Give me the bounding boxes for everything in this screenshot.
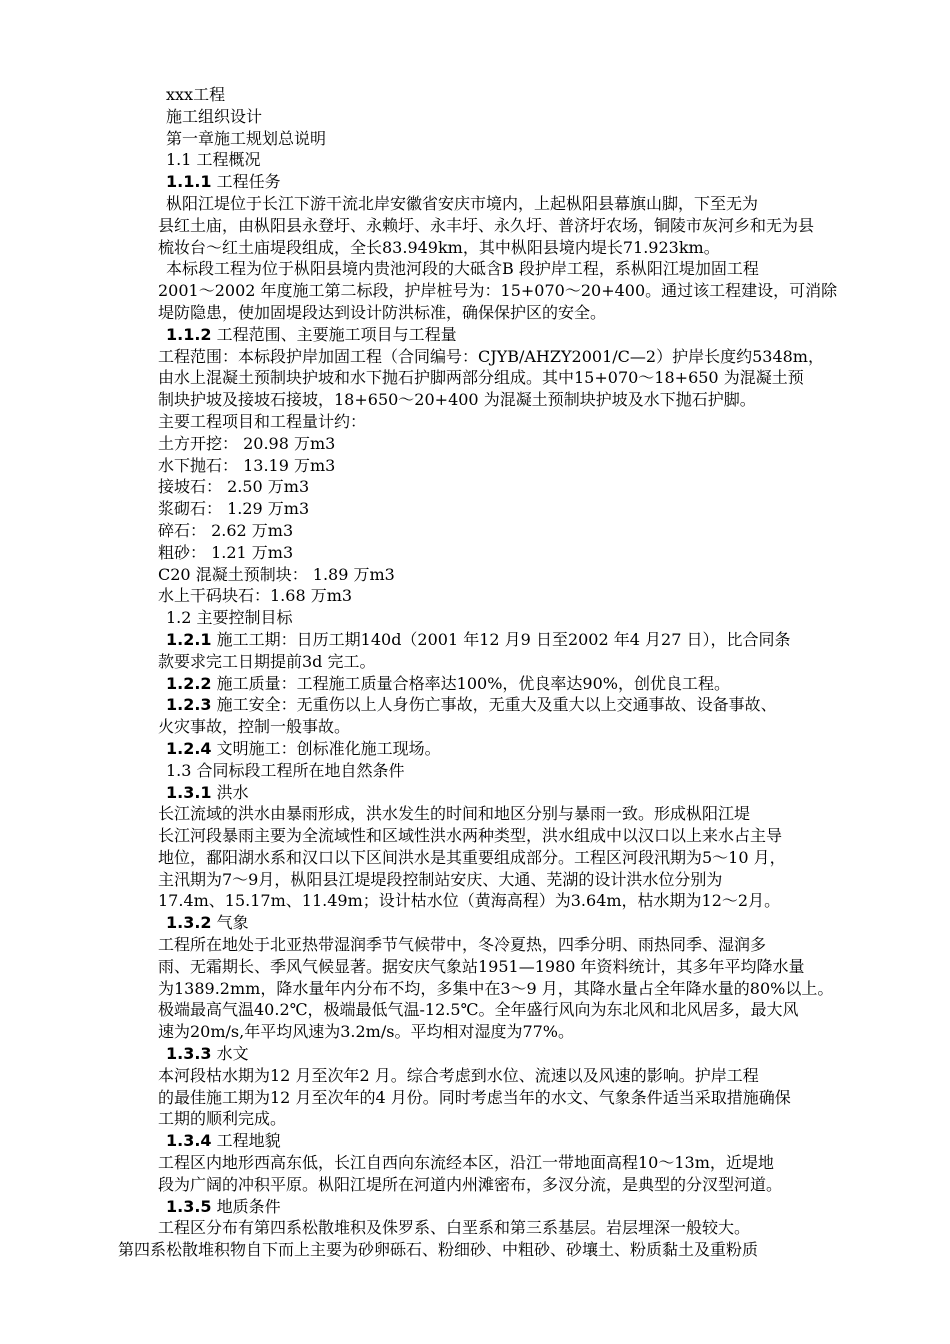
paragraph-line: 枞阳江堤位于长江下游干流北岸安徽省安庆市境内，上起枞阳县幕旗山脚，下至无为 [166, 193, 759, 213]
paragraph-line: 地位，鄱阳湖水系和汉口以下区间洪水是其重要组成部分。工程区河段汛期为5～10 月， [158, 847, 786, 867]
paragraph-line: 雨、无霜期长、季风气候显著。据安庆气象站1951—1980 年资料统计，其多年平均降水量 [158, 956, 805, 976]
quality-goal [158, 673, 870, 695]
quantities-intro: 主要工程项目和工程量计约： [158, 411, 367, 431]
paragraph-line: 工程所在地处于北亚热带湿润季节气候带中，冬冷夏热，四季分明、雨热同季、湿润多 [158, 935, 767, 955]
paragraph-project-task [158, 193, 870, 258]
paragraph-safety-goal [158, 694, 870, 738]
paragraph-line: 主汛期为7～9月，枞阳县江堤堤段控制站安庆、大通、芜湖的设计洪水位分别为 [158, 869, 723, 889]
quantity-item: 接坡石： 2.50 万m3 [158, 477, 310, 497]
quantity-item: C20 混凝土预制块： 1.89 万m3 [158, 564, 395, 584]
section-1-3-4-heading [158, 1130, 870, 1152]
civilized-construction-goal [158, 738, 870, 760]
paragraph-line: 火灾事故，控制一般事故。 [158, 717, 351, 737]
section-title: 地质条件 [211, 1196, 281, 1216]
paragraph-climate [158, 934, 870, 1043]
section-title: 工程范围、主要施工项目与工程量 [211, 324, 457, 344]
paragraph-line: 长江流域的洪水由暴雨形成，洪水发生的时间和地区分别与暴雨一致。形成枞阳江堤 [158, 804, 751, 824]
quantity-item: 粗砂： 1.21 万m3 [158, 542, 294, 562]
paragraph-text: 文明施工：创标准化施工现场。 [211, 738, 441, 758]
section-number: 1.3.3 [166, 1044, 212, 1064]
paragraph-line: 2001～2002 年度施工第二标段，护岸桩号为：15+070～20+400。通过该工程建设，可消除 [158, 281, 838, 301]
paragraph-line [158, 694, 870, 716]
quantity-item: 碎石： 2.62 万m3 [158, 520, 294, 540]
paragraph-line: 由水上混凝土预制块护坡和水下抛石护脚两部分组成。其中15+070～18+650 为混凝土预 [158, 368, 804, 388]
section-number: 1.2.2 [166, 673, 212, 693]
paragraph-line: 堤防隐患，使加固堤段达到设计防洪标准，确保保护区的安全。 [158, 302, 607, 322]
section-number: 1.1.2 [166, 324, 212, 344]
paragraph-work-range [158, 346, 870, 411]
section-number: 1.3.2 [166, 913, 212, 933]
section-1-3-5-heading [158, 1196, 870, 1218]
paragraph-flood [158, 803, 870, 912]
quantities-list [158, 433, 870, 607]
paragraph-line: 工程区内地形西高东低，长江自西向东流经本区，沿江一带地面高程10～13m，近堤地 [158, 1153, 774, 1173]
paragraph-text: 施工工期：日历工期140d（2001 年12 月9 日至2002 年4 月27 日），比合同条 [211, 629, 791, 649]
section-1-3-3-heading [158, 1043, 870, 1065]
paragraph-line: 本河段枯水期为12 月至次年2 月。综合考虑到水位、流速以及风速的影响。护岸工程 [158, 1065, 759, 1085]
paragraph-hydrology [158, 1065, 870, 1130]
quantity-item: 水下抛石： 13.19 万m3 [158, 455, 336, 475]
paragraph-line: 工程区分布有第四系松散堆积及侏罗系、白垩系和第三系基层。岩层埋深一般较大。 [158, 1218, 751, 1238]
paragraph-line: 速为20m/s,年平均风速为3.2m/s。平均相对湿度为77%。 [158, 1022, 575, 1042]
paragraph-line: 工程范围：本标段护岸加固工程（合同编号：CJYB/AHZY2001/C—2）护岸长度约5348m， [158, 346, 824, 366]
paragraph-line: 梳妆台～红土庙堤段组成，全长83.949km，其中枞阳县境内堤长71.923km。 [158, 237, 720, 257]
section-title: 气象 [211, 913, 249, 933]
section-1-3-1-heading [158, 782, 870, 804]
paragraph-line: 极端最高气温40.2℃，极端最低气温-12.5℃。全年盛行风向为东北风和北风居多，最大风 [158, 1000, 799, 1020]
paragraph-line: 本标段工程为位于枞阳县境内贵池河段的大砥含B 段护岸工程，系枞阳江堤加固工程 [166, 259, 759, 279]
chapter-1-heading: 第一章施工规划总说明 [166, 128, 327, 148]
quantity-item: 土方开挖： 20.98 万m3 [158, 433, 336, 453]
section-title: 洪水 [211, 782, 249, 802]
paragraph-line: 工期的顺利完成。 [158, 1109, 287, 1129]
section-title: 工程地貌 [211, 1131, 281, 1151]
quantity-item: 浆砌石： 1.29 万m3 [158, 499, 310, 519]
section-number: 1.1.1 [166, 172, 212, 192]
paragraph-landform [158, 1152, 870, 1196]
paragraph-geology [118, 1217, 870, 1261]
section-1-1-heading: 1.1 工程概况 [166, 150, 261, 170]
section-number: 1.2.3 [166, 695, 212, 715]
paragraph-text: 施工质量：工程施工质量合格率达100%，优良率达90%，创优良工程。 [211, 673, 730, 693]
section-number: 1.3.5 [166, 1196, 212, 1216]
section-title: 水文 [211, 1044, 249, 1064]
section-1-2-heading: 1.2 主要控制目标 [166, 608, 293, 628]
paragraph-line: 的最佳施工期为12 月至次年的4 月份。同时考虑当年的水文、气象条件适当采取措施确保 [158, 1087, 791, 1107]
paragraph-line: 第四系松散堆积物自下而上主要为砂卵砾石、粉细砂、中粗砂、砂壤土、粉质黏土及重粉质 [118, 1240, 759, 1260]
paragraph-schedule-goal [158, 629, 870, 673]
paragraph-line: 长江河段暴雨主要为全流域性和区域性洪水两种类型，洪水组成中以汉口以上来水占主导 [158, 826, 783, 846]
section-number: 1.3.4 [166, 1131, 212, 1151]
section-1-1-2-heading [158, 324, 870, 346]
paragraph-line: 段为广阔的冲积平原。枞阳江堤所在河道内州滩密布，多汊分流，是典型的分汊型河道。 [158, 1174, 783, 1194]
section-number: 1.3.1 [166, 782, 212, 802]
doc-title-design: 施工组织设计 [166, 106, 263, 126]
paragraph-line: 款要求完工日期提前3d 完工。 [158, 651, 376, 671]
paragraph-text: 施工安全：无重伤以上人身伤亡事故，无重大及重大以上交通事故、设备事故、 [211, 695, 777, 715]
section-1-1-1-heading [158, 171, 870, 193]
paragraph-line: 制块护坡及接坡石接坡，18+650～20+400 为混凝土预制块护坡及水下抛石护脚。 [158, 390, 756, 410]
paragraph-line: 17.4m、15.17m、11.49m；设计枯水位（黄海高程）为3.64m，枯水期为12～2月。 [158, 891, 781, 911]
section-1-3-2-heading [158, 912, 870, 934]
document-page [118, 84, 870, 1261]
section-number: 1.2.1 [166, 629, 212, 649]
paragraph-line: 为1389.2mm，降水量年内分布不均，多集中在3～9 月，其降水量占全年降水量的80%以上。 [158, 978, 834, 998]
paragraph-section-scope [158, 258, 870, 323]
section-title: 工程任务 [211, 172, 281, 192]
paragraph-line [158, 629, 870, 651]
quantity-item: 水上干码块石：1.68 万m3 [158, 586, 353, 606]
doc-title-project: xxx工程 [166, 85, 226, 104]
paragraph-line: 县红土庙，由枞阳县永登圩、永赖圩、永丰圩、永久圩、普济圩农场，铜陵市灰河乡和无为县 [158, 215, 815, 235]
section-number: 1.2.4 [166, 738, 212, 758]
section-1-3-heading: 1.3 合同标段工程所在地自然条件 [166, 760, 405, 780]
